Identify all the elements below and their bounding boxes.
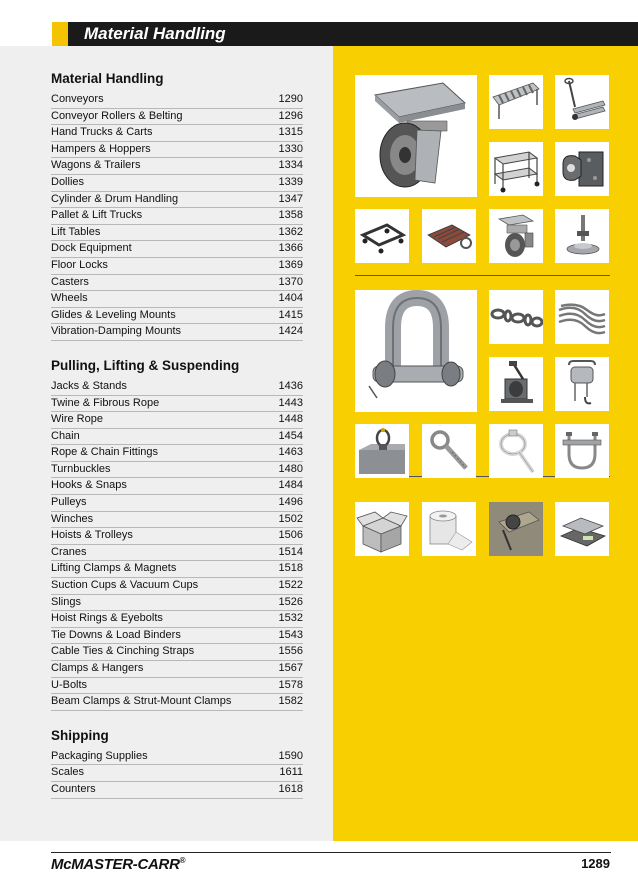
- toc-entry[interactable]: [51, 628, 303, 645]
- toc-entry-page: 1582: [278, 695, 303, 708]
- pallet-truck-icon[interactable]: [555, 75, 609, 129]
- wire-rope-icon[interactable]: [555, 290, 609, 344]
- u-bolt-icon[interactable]: [555, 424, 609, 478]
- toc-entry[interactable]: [51, 291, 303, 308]
- toc-entry[interactable]: [51, 765, 303, 782]
- toc-entry-page: 1611: [279, 766, 303, 779]
- toc-entry-page: 1506: [278, 529, 303, 542]
- dolly-icon[interactable]: [355, 209, 409, 263]
- toc-entry[interactable]: [51, 678, 303, 695]
- tape-dispenser-icon[interactable]: [489, 502, 543, 556]
- toc-entry-page: 1532: [278, 612, 303, 625]
- toc-entry-page: 1334: [278, 159, 303, 172]
- toc-entry[interactable]: [51, 258, 303, 275]
- conveyor-icon[interactable]: [489, 75, 543, 129]
- toc-entry-page: 1436: [278, 379, 303, 392]
- toc-entry-label: Vibration-Damping Mounts: [51, 325, 182, 338]
- toc-entry-label: Dollies: [51, 175, 85, 188]
- toc-entry[interactable]: [51, 308, 303, 325]
- toc-entry[interactable]: [51, 208, 303, 225]
- toc-entry[interactable]: [51, 661, 303, 678]
- toc-entry-label: Jacks & Stands: [51, 379, 127, 392]
- locking-caster-icon[interactable]: [489, 209, 543, 263]
- toc-entry-label: Wire Rope: [51, 413, 103, 426]
- toc-entry-label: Winches: [51, 512, 94, 525]
- toc-entry-page: 1618: [278, 782, 303, 795]
- toc-entry[interactable]: [51, 611, 303, 628]
- toc-entry-label: Conveyors: [51, 93, 104, 105]
- toc-entry-page: 1514: [278, 545, 303, 558]
- toc-entry[interactable]: [51, 125, 303, 142]
- toc-entry-page: 1415: [278, 308, 303, 321]
- toc-entry[interactable]: [51, 241, 303, 258]
- toc-entry-page: 1556: [278, 645, 303, 658]
- toc-entry-label: Hoist Rings & Eyebolts: [51, 612, 163, 625]
- toc-entry[interactable]: [51, 445, 303, 462]
- toc-entry-page: 1369: [278, 258, 303, 271]
- toc-entry-page: 1358: [278, 209, 303, 222]
- toc-entry[interactable]: [51, 158, 303, 175]
- toc-entry-page: 1526: [278, 595, 303, 608]
- toc-entry[interactable]: [51, 545, 303, 562]
- toc-entry[interactable]: [51, 379, 303, 396]
- toc-entry-label: Packaging Supplies: [51, 749, 148, 762]
- toc-entry-label: Slings: [51, 595, 81, 608]
- toc-entry-page: 1496: [278, 496, 303, 509]
- toc-entry-label: Wheels: [51, 292, 88, 305]
- toc-entry-label: Dock Equipment: [51, 242, 132, 255]
- section-title: Material Handling: [51, 71, 164, 86]
- page-number: 1289: [581, 856, 610, 871]
- toc-entry-page: 1454: [278, 429, 303, 442]
- toc-entry-label: Turnbuckles: [51, 462, 111, 475]
- toc-entry-label: Conveyor Rollers & Belting: [51, 109, 183, 122]
- page-title: Material Handling: [84, 24, 226, 43]
- image-divider: [355, 275, 610, 276]
- toc-entry-label: Clamps & Hangers: [51, 662, 144, 674]
- toc-entry-page: 1296: [278, 109, 303, 122]
- toc-entry-page: 1522: [278, 579, 303, 592]
- toc-entry-page: 1567: [278, 662, 303, 674]
- toc-entry[interactable]: [51, 694, 303, 711]
- caster-icon[interactable]: [355, 75, 477, 197]
- toc-entry-label: Casters: [51, 275, 89, 288]
- winch-icon[interactable]: [489, 357, 543, 411]
- toc-entry-label: Chain: [51, 429, 80, 442]
- brand-logo: McMASTER-CARR®: [51, 856, 186, 873]
- toc-entry-label: Counters: [51, 782, 96, 795]
- toc-entry-label: Hooks & Snaps: [51, 479, 127, 492]
- toc-entry[interactable]: [51, 478, 303, 495]
- toc-entry-page: 1578: [278, 678, 303, 691]
- toc-entry-label: Beam Clamps & Strut-Mount Clamps: [51, 695, 232, 708]
- toc-entry[interactable]: [51, 644, 303, 661]
- toc-entry[interactable]: [51, 495, 303, 512]
- hoist-icon[interactable]: [555, 357, 609, 411]
- toc-entry-label: Hampers & Hoppers: [51, 142, 151, 155]
- toc-entry-label: Wagons & Trailers: [51, 159, 141, 172]
- toc-entry[interactable]: [51, 175, 303, 192]
- utility-cart-icon[interactable]: [489, 142, 543, 196]
- toc-entry[interactable]: [51, 749, 303, 766]
- toc-entry-page: 1366: [278, 242, 303, 255]
- toc-entry-page: 1543: [278, 628, 303, 641]
- toc-entry-page: 1590: [278, 749, 303, 762]
- toc-entry-label: Cranes: [51, 545, 87, 558]
- toc-entry-label: Tie Downs & Load Binders: [51, 628, 181, 641]
- toc-entry[interactable]: [51, 429, 303, 446]
- toc-entry-label: Rope & Chain Fittings: [51, 446, 158, 459]
- header-bar: [52, 22, 638, 46]
- toc-entry-label: Cable Ties & Cinching Straps: [51, 645, 195, 658]
- table-of-contents: [51, 70, 303, 815]
- toc-entry-page: 1502: [278, 512, 303, 525]
- toc-entry-label: Floor Locks: [51, 258, 108, 271]
- toc-entry[interactable]: [51, 324, 303, 341]
- toc-section: [51, 70, 303, 341]
- toc-entry-page: 1448: [278, 413, 303, 426]
- toc-entry[interactable]: [51, 462, 303, 479]
- toc-entry-label: Pulleys: [51, 496, 87, 509]
- toc-entry-label: Hand Trucks & Carts: [51, 126, 153, 139]
- toc-entry-label: Lift Tables: [51, 225, 101, 238]
- toc-section: [51, 357, 303, 711]
- toc-entry-label: U-Bolts: [51, 678, 88, 691]
- toc-entry-page: 1370: [278, 275, 303, 288]
- toc-entry-page: 1339: [278, 175, 303, 188]
- eyebolt-icon[interactable]: [422, 424, 476, 478]
- toc-entry[interactable]: [51, 412, 303, 429]
- toc-entry-label: Glides & Leveling Mounts: [51, 308, 176, 321]
- toc-entry-page: 1484: [278, 479, 303, 492]
- toc-entry-label: Twine & Fibrous Rope: [51, 396, 160, 409]
- toc-entry-page: 1330: [278, 142, 303, 155]
- toc-section: [51, 727, 303, 799]
- footer-rule: [51, 852, 611, 853]
- toc-entry[interactable]: [51, 92, 303, 109]
- leveling-mount-icon[interactable]: [555, 209, 609, 263]
- toc-entry-page: 1463: [278, 446, 303, 459]
- toc-entry-page: 1404: [278, 292, 303, 305]
- toc-entry-page: 1424: [278, 325, 303, 338]
- toc-entry-page: 1480: [278, 462, 303, 475]
- toc-entry-page: 1315: [278, 126, 303, 139]
- toc-entry[interactable]: [51, 192, 303, 209]
- shackle-icon[interactable]: [355, 290, 477, 412]
- toc-entry-page: 1518: [278, 562, 303, 575]
- toc-entry[interactable]: [51, 595, 303, 612]
- scale-icon[interactable]: [555, 502, 609, 556]
- toc-entry[interactable]: [51, 396, 303, 413]
- section-title: Shipping: [51, 727, 109, 743]
- toc-entry-page: 1443: [278, 396, 303, 409]
- hoist-ring-icon[interactable]: [355, 424, 409, 478]
- toc-entry-label: Cylinder & Drum Handling: [51, 192, 179, 205]
- toc-entry-page: 1347: [278, 192, 303, 205]
- toc-entry[interactable]: [51, 142, 303, 159]
- toc-entry[interactable]: [51, 782, 303, 799]
- toc-entry[interactable]: [51, 578, 303, 595]
- toc-entry[interactable]: [51, 561, 303, 578]
- toc-entry-label: Suction Cups & Vacuum Cups: [51, 579, 199, 592]
- toc-entry-page: 1290: [278, 93, 303, 105]
- pintle-hitch-icon[interactable]: [555, 142, 609, 196]
- cable-tie-icon[interactable]: [489, 424, 543, 478]
- toc-entry[interactable]: [51, 512, 303, 529]
- toc-entry-label: Pallet & Lift Trucks: [51, 209, 143, 222]
- toc-entry[interactable]: [51, 275, 303, 292]
- toc-entry-label: Hoists & Trolleys: [51, 529, 133, 542]
- drum-clamp-icon[interactable]: [422, 209, 476, 263]
- toc-entry[interactable]: [51, 528, 303, 545]
- shipping-box-icon[interactable]: [355, 502, 409, 556]
- chain-icon[interactable]: [489, 290, 543, 344]
- header-accent: [52, 22, 68, 46]
- toc-entry-label: Scales: [51, 766, 85, 779]
- toc-entry-label: Lifting Clamps & Magnets: [51, 562, 177, 575]
- toc-entry[interactable]: [51, 109, 303, 126]
- toc-entry[interactable]: [51, 225, 303, 242]
- toc-entry-page: 1362: [278, 225, 303, 238]
- section-title: Pulling, Lifting & Suspending: [51, 357, 240, 373]
- bubble-wrap-icon[interactable]: [422, 502, 476, 556]
